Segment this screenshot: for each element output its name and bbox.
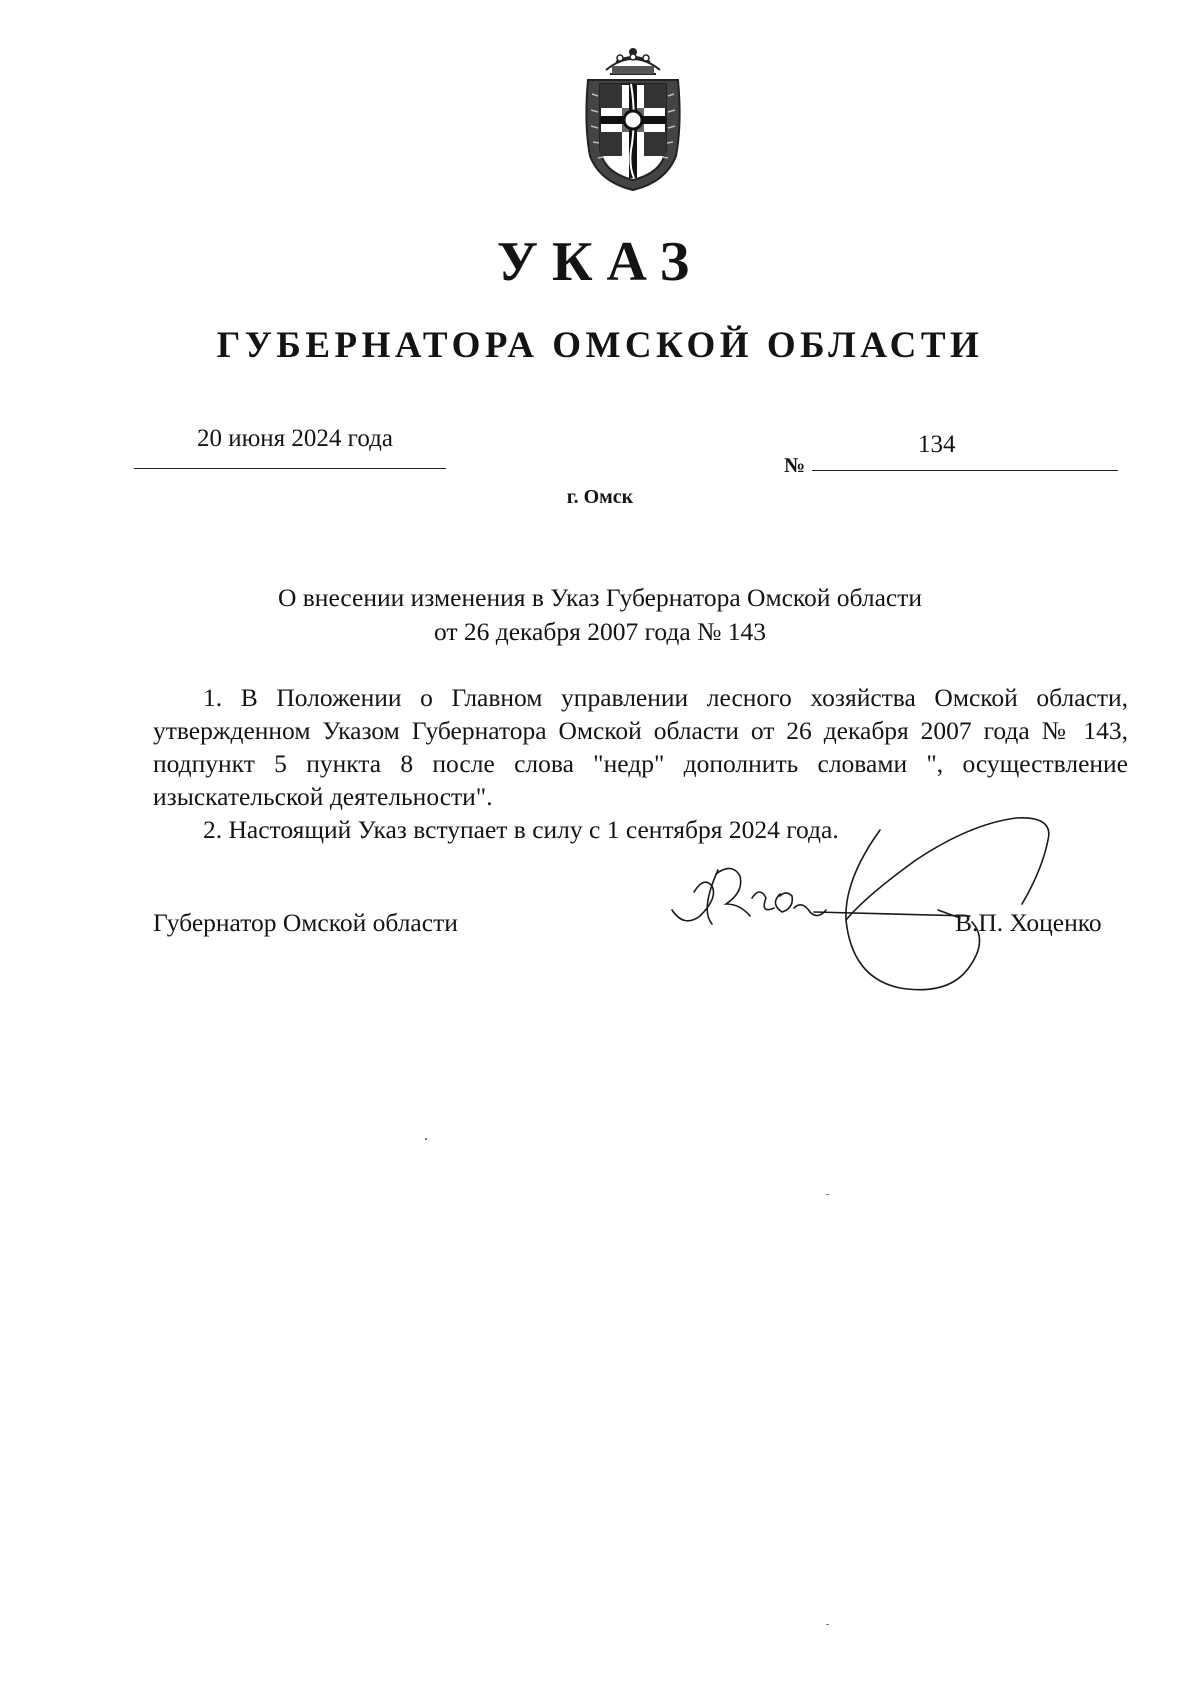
paragraph-2: 2. Настоящий Указ вступает в силу с 1 сентября 2024 года. bbox=[203, 815, 839, 844]
scan-speck bbox=[826, 1624, 829, 1625]
scan-speck bbox=[425, 1138, 427, 1140]
document-date: 20 июня 2024 года bbox=[197, 425, 393, 452]
document-title: УКАЗ bbox=[496, 231, 704, 293]
paragraph-1: 1. В Положении о Главном управлении лесного хозяйства Омской области, утвержденном Указом Губернатора Омской области от 26 декабря 2007 года № 143, подпункт 5 пункта 8 после слова "недр" дополнить словами ", осуществление изыскательской деятельности". bbox=[153, 683, 1128, 811]
signer-name: В.П. Хоценко bbox=[955, 908, 1102, 937]
number-label: № bbox=[784, 453, 806, 477]
coat-of-arms-icon bbox=[576, 44, 690, 194]
document-subtitle: ГУБЕРНАТОРА ОМСКОЙ ОБЛАСТИ bbox=[216, 325, 984, 366]
heading-line-2: от 26 декабря 2007 года № 143 bbox=[433, 617, 767, 646]
document-heading bbox=[0, 581, 1200, 649]
number-underline bbox=[812, 470, 1118, 471]
signer-position: Губернатор Омской области bbox=[153, 908, 458, 937]
scan-speck bbox=[826, 1194, 829, 1195]
document-number: 134 bbox=[918, 431, 956, 458]
document-city: г. Омск bbox=[566, 486, 634, 508]
handwritten-signature bbox=[670, 800, 1070, 1000]
date-underline bbox=[134, 468, 446, 469]
heading-line-1: О внесении изменения в Указ Губернатора Омской области bbox=[277, 583, 923, 612]
